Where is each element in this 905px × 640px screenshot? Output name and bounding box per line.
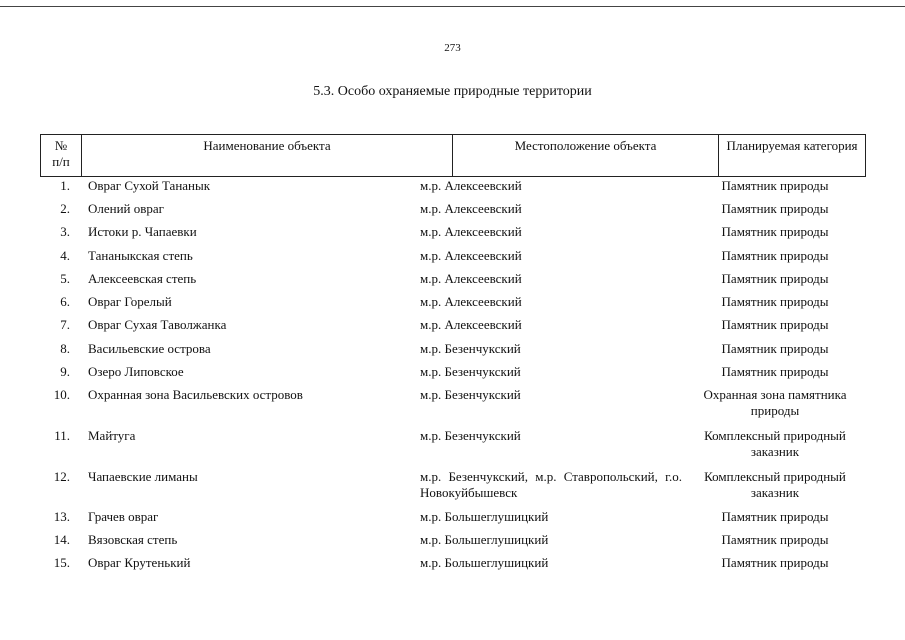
row-category: Памятник природы	[721, 224, 829, 239]
row-number: 10.	[53, 387, 70, 402]
row-location: м.р. Алексеевский	[420, 201, 522, 216]
row-location: м.р. Большеглушицкий	[420, 532, 549, 547]
row-category: Памятник природы	[721, 364, 829, 379]
row-number: 6.	[60, 294, 70, 309]
row-name: Олений овраг	[88, 201, 165, 216]
row-category: Охранная зона памятника природы	[703, 387, 847, 418]
row-number: 7.	[60, 317, 70, 332]
row-name: Майтуга	[88, 428, 136, 443]
row-number: 12.	[53, 469, 70, 484]
row-category: Памятник природы	[721, 294, 829, 309]
row-category: Памятник природы	[721, 178, 829, 193]
row-number: 4.	[60, 248, 70, 263]
header-number-abbrev: п/п	[52, 154, 70, 169]
row-number: 8.	[60, 341, 70, 356]
row-location: м.р. Безенчукский	[420, 428, 521, 443]
row-name: Истоки р. Чапаевки	[88, 224, 197, 239]
row-name: Чапаевские лиманы	[88, 469, 198, 484]
row-location: м.р. Безенчукский	[420, 341, 521, 356]
row-category: Памятник природы	[721, 509, 829, 524]
row-name: Овраг Сухая Таволжанка	[88, 317, 227, 332]
row-name: Алексеевская степь	[88, 271, 197, 286]
table-header	[40, 134, 866, 177]
row-category: Памятник природы	[721, 532, 829, 547]
row-number: 9.	[60, 364, 70, 379]
header-location: Местоположение объекта	[453, 135, 719, 176]
row-category: Памятник природы	[721, 248, 829, 263]
row-name: Овраг Горелый	[88, 294, 172, 309]
row-number: 11.	[54, 428, 70, 443]
row-name: Овраг Крутенький	[88, 555, 191, 570]
section-title: 5.3. Особо охраняемые природные территории	[313, 84, 592, 99]
row-number: 15.	[53, 555, 70, 570]
row-location: м.р. Безенчукский, м.р. Ставропольский, г.о. Новокуйбышевск	[420, 469, 682, 500]
row-location: м.р. Безенчукский	[420, 364, 521, 379]
header-name: Наименование объекта	[82, 135, 453, 176]
row-location: м.р. Безенчукский	[420, 387, 521, 402]
row-name: Грачев овраг	[88, 509, 159, 524]
row-category: Памятник природы	[721, 271, 829, 286]
header-number-symbol: №	[54, 138, 68, 153]
header-category: Планируемая категория	[726, 138, 858, 153]
row-number: 5.	[60, 271, 70, 286]
row-category: Памятник природы	[721, 341, 829, 356]
row-category: Комплексный природный заказник	[704, 428, 846, 459]
row-name: Охранная зона Васильевских островов	[88, 387, 303, 402]
top-rule	[0, 6, 905, 7]
row-name: Вязовская степь	[88, 532, 178, 547]
row-name: Тананыкская степь	[88, 248, 193, 263]
row-name: Озеро Липовское	[88, 364, 184, 379]
row-location: м.р. Алексеевский	[420, 294, 522, 309]
row-location: м.р. Алексеевский	[420, 317, 522, 332]
row-number: 14.	[53, 532, 70, 547]
row-location: м.р. Большеглушицкий	[420, 555, 549, 570]
row-category: Памятник природы	[721, 201, 829, 216]
row-category: Комплексный природный заказник	[704, 469, 846, 500]
row-location: м.р. Алексеевский	[420, 224, 522, 239]
row-number: 3.	[60, 224, 70, 239]
row-location: м.р. Алексеевский	[420, 271, 522, 286]
row-location: м.р. Алексеевский	[420, 178, 522, 193]
row-location: м.р. Алексеевский	[420, 248, 522, 263]
row-name: Овраг Сухой Тананык	[88, 178, 211, 193]
page-number: 273	[444, 42, 461, 54]
row-location: м.р. Большеглушицкий	[420, 509, 549, 524]
row-number: 2.	[60, 201, 70, 216]
row-number: 1.	[60, 178, 70, 193]
row-category: Памятник природы	[721, 317, 829, 332]
header-number	[41, 135, 82, 176]
row-name: Васильевские острова	[88, 341, 211, 356]
row-category: Памятник природы	[721, 555, 829, 570]
row-number: 13.	[53, 509, 70, 524]
